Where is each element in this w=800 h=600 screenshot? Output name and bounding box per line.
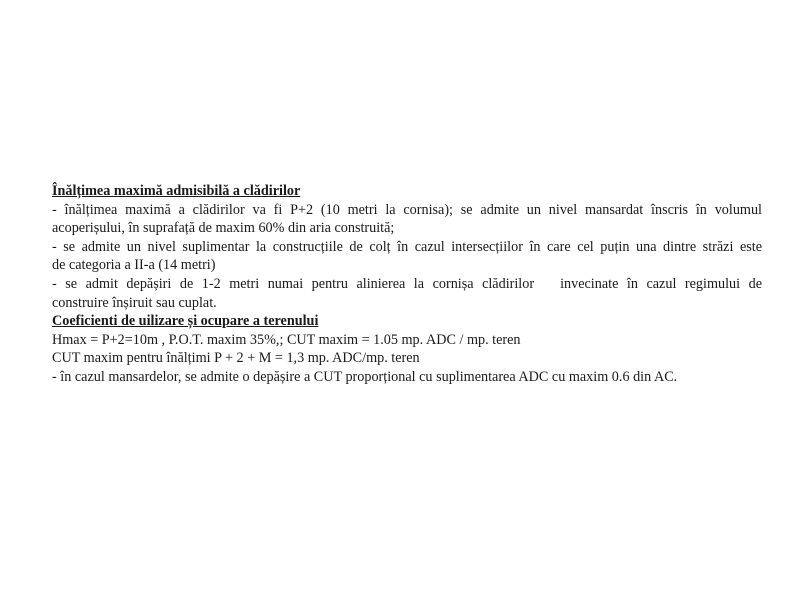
paragraph-line: Hmax = P+2=10m , P.O.T. maxim 35%,; CUT maxim = 1.05 mp. ADC / mp. teren — [52, 331, 521, 348]
document-body — [52, 182, 762, 387]
paragraph-line-part: invecinate în cazul regimului de — [560, 275, 762, 292]
paragraph-line: - în cazul mansardelor, se admite o depășire a CUT proporțional cu suplimentarea ADC cu maxim 0.6 din AC. — [52, 368, 678, 385]
section-heading-coefficients: Coeficienti de uilizare și ocupare a terenului — [52, 313, 319, 330]
section-heading-max-height: Înălțimea maximă admisibilă a clădirilor — [52, 183, 301, 199]
paragraph-line-part: - se admit depășiri de 1-2 metri numai pentru alinierea la cornișa clădirilor — [52, 275, 535, 292]
paragraph-line: - se admite un nivel suplimentar la construcțiile de colț în cazul intersecțiilor în care cel puțin una dintre străzi este — [52, 238, 762, 255]
paragraph-line: - înălțimea maximă a clădirilor va fi P+2 (10 metri la cornisa); se admite un nivel mansardat înscris în volumul — [52, 201, 762, 218]
paragraph-line: acoperișului, în suprafață de maxim 60% din aria construită; — [52, 220, 395, 237]
paragraph-line: de categoria a II-a (14 metri) — [52, 257, 216, 274]
paragraph-line — [52, 275, 762, 294]
paragraph-line: CUT maxim pentru înălțimi P + 2 + M = 1,3 mp. ADC/mp. teren — [52, 350, 420, 367]
paragraph-line: construire înșiruit sau cuplat. — [52, 294, 217, 311]
